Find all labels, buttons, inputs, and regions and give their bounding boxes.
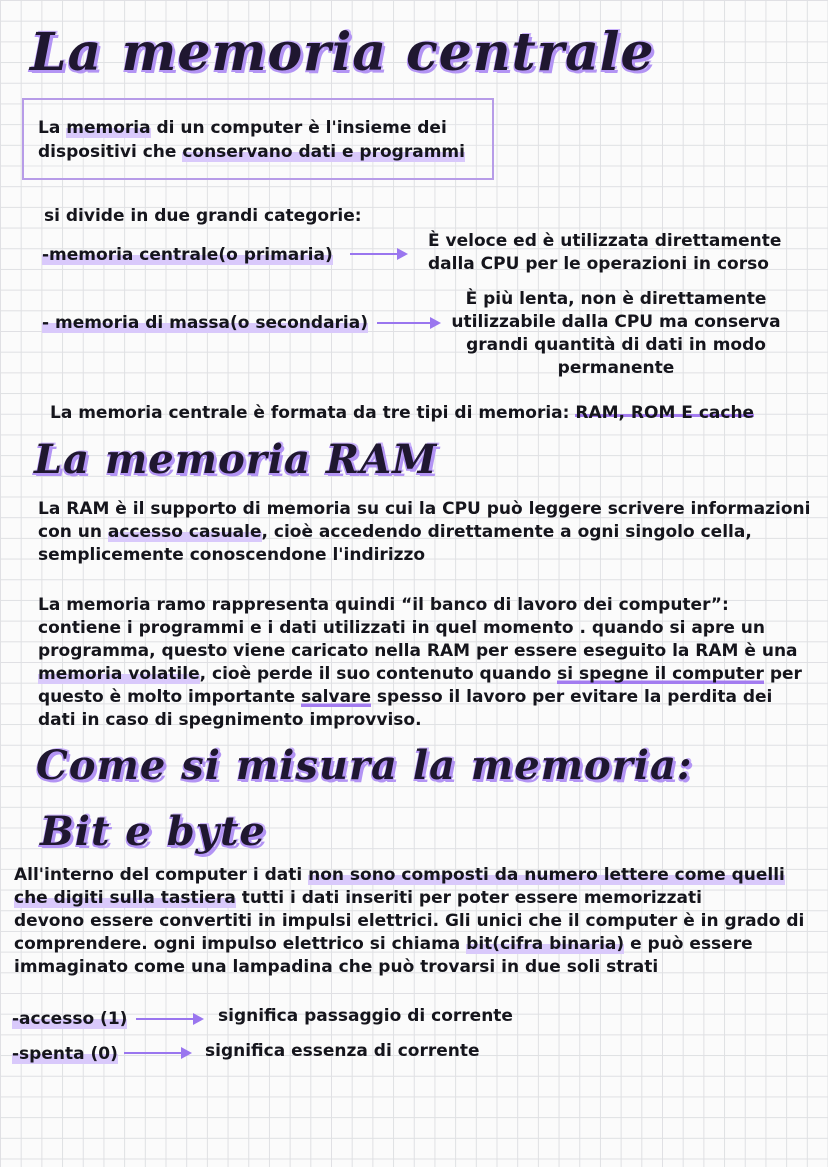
ram-p2-line-4: memoria volatile, cioè perde il suo contenuto quando si spegne il computer per xyxy=(38,664,802,684)
memory-types-line: La memoria centrale è formata da tre tipi di memoria: RAM, ROM E cache xyxy=(50,403,755,423)
memoria-massa-desc-3: grandi quantità di dati in modo xyxy=(466,335,766,355)
ram-p1-line-1: La RAM è il supporto di memoria su cui la CPU può leggere scrivere informazioni xyxy=(38,499,811,519)
memoria-massa-label: - memoria di massa(o secondaria) xyxy=(42,313,368,333)
memoria-massa-desc-2: utilizzabile dalla CPU ma conserva xyxy=(451,312,781,332)
arrow-icon xyxy=(124,1052,190,1054)
ram-p2-line-1: La memoria ramo rappresenta quindi “il banco di lavoro dei computer”: xyxy=(38,595,729,615)
arrow-icon xyxy=(350,253,406,255)
categories-intro: si divide in due grandi categorie: xyxy=(44,206,362,226)
ram-p2-line-5: questo è molto importante salvare spesso il lavoro per evitare la perdita dei xyxy=(38,687,773,707)
bit-line-2: che digiti sulla tastiera tutti i dati inseriti per poter essere memorizzati xyxy=(14,888,702,908)
bit-line-4: comprendere. ogni impulso elettrico si chiama bit(cifra binaria) e può essere xyxy=(14,934,753,954)
bit-line-1: All'interno del computer i dati non sono composti da numero lettere come quelli xyxy=(14,865,785,885)
spenta-desc: significa essenza di corrente xyxy=(205,1041,480,1061)
definition-line-1: La memoria di un computer è l'insieme dei xyxy=(38,118,447,138)
arrow-icon xyxy=(136,1018,202,1020)
spenta-label: -spenta (0) xyxy=(12,1044,118,1064)
ram-p1-line-3: semplicemente conoscendone l'indirizzo xyxy=(38,545,426,565)
bit-line-5: immaginato come una lampadina che può trovarsi in due soli strati xyxy=(14,957,659,977)
acceso-desc: significa passaggio di corrente xyxy=(218,1006,513,1026)
memoria-centrale-desc-2: dalla CPU per le operazioni in corso xyxy=(428,254,769,274)
ram-p2-line-6: dati in caso di spegnimento improvviso. xyxy=(38,710,422,730)
memoria-centrale-desc-1: È veloce ed è utilizzata direttamente xyxy=(428,231,782,251)
memoria-massa-desc-1: È più lenta, non è direttamente xyxy=(465,289,767,309)
page-title: La memoria centrale xyxy=(30,22,655,83)
ram-p2-line-2: contiene i programmi e i dati utilizzati in quel momento . quando si apre un xyxy=(38,618,766,638)
memoria-massa-desc-4: permanente xyxy=(557,358,675,378)
arrow-icon xyxy=(377,322,439,324)
acceso-label: -accesso (1) xyxy=(12,1009,128,1029)
bit-line-3: devono essere convertiti in impulsi elettrici. Gli unici che il computer è in grado di xyxy=(14,911,805,931)
memoria-centrale-label: -memoria centrale(o primaria) xyxy=(42,245,333,265)
definition-line-2: dispositivi che conservano dati e programmi xyxy=(38,142,465,162)
section-title-bit: Bit e byte xyxy=(40,808,266,855)
definition-box xyxy=(22,98,494,180)
section-title-misura: Come si misura la memoria: xyxy=(36,742,693,789)
ram-p1-line-2: con un accesso casuale, cioè accedendo direttamente a ogni singolo cella, xyxy=(38,522,752,542)
section-title-ram: La memoria RAM xyxy=(34,436,438,483)
ram-p2-line-3: programma, questo viene caricato nella RAM per essere eseguito la RAM è una xyxy=(38,641,798,661)
